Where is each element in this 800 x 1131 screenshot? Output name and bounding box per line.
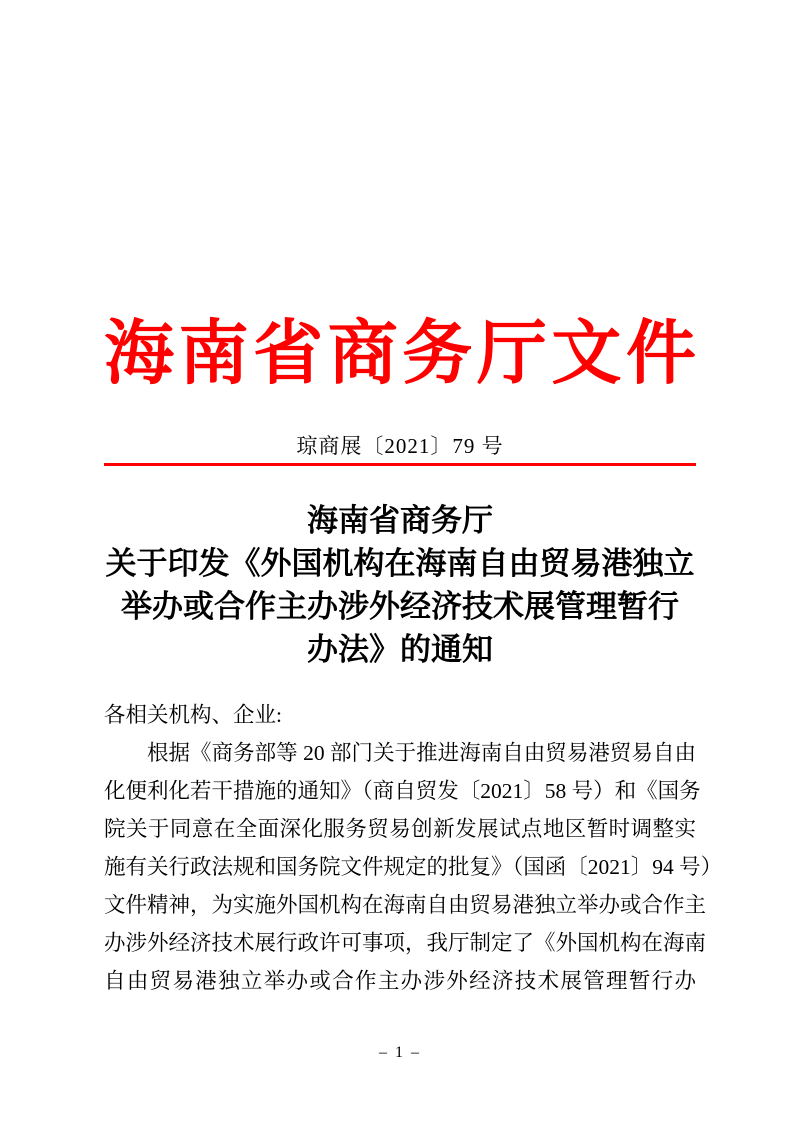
document-content-column bbox=[104, 314, 723, 1064]
document-title-line-3: 举办或合作主办涉外经济技术展管理暂行 bbox=[121, 589, 679, 624]
document-number: 琼商展〔2021〕79 号 bbox=[296, 434, 504, 458]
body-line: 施有关行政法规和国务院文件规定的批复》（国函〔2021〕94 号） bbox=[104, 855, 723, 879]
document-title bbox=[104, 499, 696, 671]
document-title-line-4: 办法》的通知 bbox=[307, 632, 493, 667]
page-number: – 1 – bbox=[379, 1044, 421, 1061]
document-title-line-2: 关于印发《外国机构在海南自由贸易港独立 bbox=[105, 546, 695, 581]
red-separator-line bbox=[104, 463, 696, 466]
salutation-line: 各相关机构、企业: bbox=[104, 703, 282, 727]
body-line: 自由贸易港独立举办或合作主办涉外经济技术展管理暂行办 bbox=[104, 969, 696, 993]
body-line: 根据《商务部等 20 部门关于推进海南自由贸易港贸易自由 bbox=[147, 741, 696, 765]
body-line: 化便利化若干措施的通知》（商自贸发〔2021〕58 号）和《国务 bbox=[104, 779, 701, 803]
document-body bbox=[104, 696, 723, 1000]
agency-letterhead-title: 海南省商务厅文件 bbox=[104, 316, 696, 393]
body-line: 办涉外经济技术展行政许可事项，我厅制定了《外国机构在海南 bbox=[104, 931, 707, 955]
document-title-line-1: 海南省商务厅 bbox=[307, 503, 493, 538]
body-line: 文件精神，为实施外国机构在海南自由贸易港独立举办或合作主 bbox=[104, 893, 707, 917]
body-line: 院关于同意在全面深化服务贸易创新发展试点地区暂时调整实 bbox=[104, 817, 696, 841]
